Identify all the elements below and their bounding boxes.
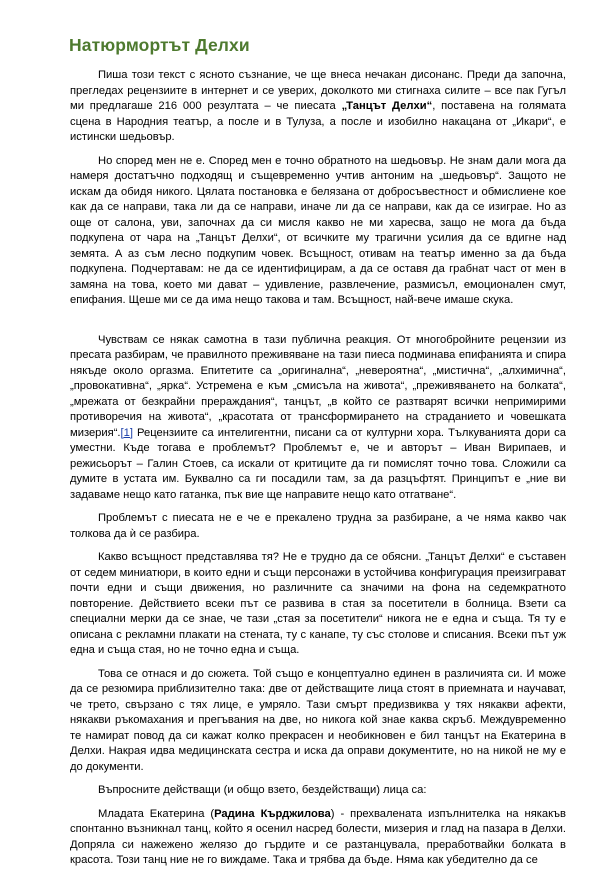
actress-name-bold: Радина Кърджилова [214, 807, 331, 820]
paragraph-3-text-b: Рецензиите са интелигентни, писани са от културни хора. Тълкуванията дори са уместни. Къде тогава е проблемът? Проблемът е, че и авторът – Иван Вирипаев, и режисьорът – Галин Стоев, са искали от критиците да ги помислят точно това. Сложили са думите в устата им. Буквално са ги посадили там, за да разцъфтят. Принципът е „ние ви задаваме нещо като гатанка, пък вие ще направите нещо като отгатване“. [70, 426, 566, 501]
paragraph-2: Но според мен не е. Според мен е точно обратното на шедьовър. Не знам дали мога да намеря достатъчно подходящ и същевременно учтив антоним на „шедьовър“. Защото не искам да обидя никого. Цялата постановка е белязана от добросъвестност и обмислиене кое как да се направи, така ли да се направи, иначе ли да се направи, как да се изиграе. Но аз още от салона, уви, започнах да си мисля какво не ми харесва, защо не мога да бъда подкупена от чара на „Танцът Делхи“, от всичките му трагични усилия да се вдигне над земята. А аз съм лесно подкупим човек. Всъщност, отивам на театър именно за да бъда подкупена. Подчертавам: не да се идентифицирам, а да се оставя да грабнат част от мен в замяна на това, което ми дават – удивление, развлечение, размисъл, емоционален смут, епифания. Щеше ми се да има нещо такова и там. Всъщност, най-вече имаше скука. [70, 154, 566, 306]
document-body [70, 68, 566, 877]
paragraph-7: Въпросните действащи (и общо взето, бездействащи) лица са: [98, 784, 427, 796]
paragraph-8 [70, 807, 566, 869]
paragraph-3-text-a: Чувствам се някак самотна в тази публична реакция. От многобройните рецензии из пресата разбирам, че правилното преживяване на тази пиеса подминава епифанията и спира някъде около оргазма. Епитетите са „оригинална“, „невероятна“, „мистична“, „алхимична“, „провокативна“, „ярка“. Устремена е към „смисъла на живота“, „преживяването на болката“, „мрежата от безкрайни прераждания“, танцът, „в който се разтварят всички непримирими противоречия на живота“, „красотата от трансформирането на страданието и човешката мизерия“. [70, 333, 566, 439]
paragraph-1-text-a: Пиша този текст с ясното съзнание, че ще внеса нечакан дисонанс. Преди да започна, прегледах рецензиите в интернет и се уверих, доколкото ми стигнаха силите – все пак Гугъл ми предлагаше 216 000 резултата – че пиесата [70, 69, 566, 112]
document-title: Натюрмортът Делхи [69, 35, 250, 55]
paragraph-6: Това се отнася и до сюжета. Той също е концептуално единен в различията си. И може да се резюмира приблизително така: две от действащите лица стоят в приемната и научават, че трето, свързано с тях лице, е умряло. Тази смърт предизвиква у тях някакви афекти, някакви ръкомахания и прегъвания на две, но никога кой знае каква скръб. Междувременно те намират повод да си кажат колко прекрасен и необикновен е бил танцът на Екатерина в Делхи. Накрая идва медицинската сестра и иска да оправи документите, но на никой не му е до документи. [70, 667, 566, 773]
paragraph-1-text-b: , поставена на голямата сцена в Народния театър, а после и в Тулуза, а после и изобилно накацана от „Икари“, е истински шедьовър. [70, 100, 566, 143]
paragraph-8-text-a: Младата Екатерина ( [98, 807, 215, 820]
paragraph-4: Проблемът с пиесата не е че е прекалено трудна за разбиране, а че няма какво чак толкова да ѝ се разбира. [70, 512, 566, 540]
footnote-link[interactable]: [1] [120, 426, 133, 439]
paragraph-8-text-b: ) - прехвалената изпълнителка на някакъв спонтанно възникнал танц, който я осенил насред болести, мизерия и глад на пазара в Делхи. Допряла си нажежено желязо до гърдите и се разтанцувала, преработвайки болката в красота. Този танц ние не го виждаме. Така и трябва да бъде. Няма как убедително да се [70, 807, 566, 866]
paragraph-5: Какво всъщност представлява тя? Не е трудно да се обясни. „Танцът Делхи“ е съставен от седем миниатюри, в които едни и същи персонажи в устойчива конфигурация преизиграват почти едни и същи движения, но различните са значими на фона на седемкратното повторение. Действието всеки път се развива в стая за посетители в болница. Взети са специални мерки да се знае, че тази „стая за посетители“ никога не е една и съща. Тя ту е описана с рекламни плакати на стената, ту с канапе, ту със столове и списания. Всеки път уж една и съща стая, но не точно една и съща. [70, 551, 566, 656]
paragraph-1 [70, 68, 566, 146]
paragraph-3 [70, 333, 566, 504]
play-title-bold: „Танцът Делхи“ [341, 100, 433, 112]
